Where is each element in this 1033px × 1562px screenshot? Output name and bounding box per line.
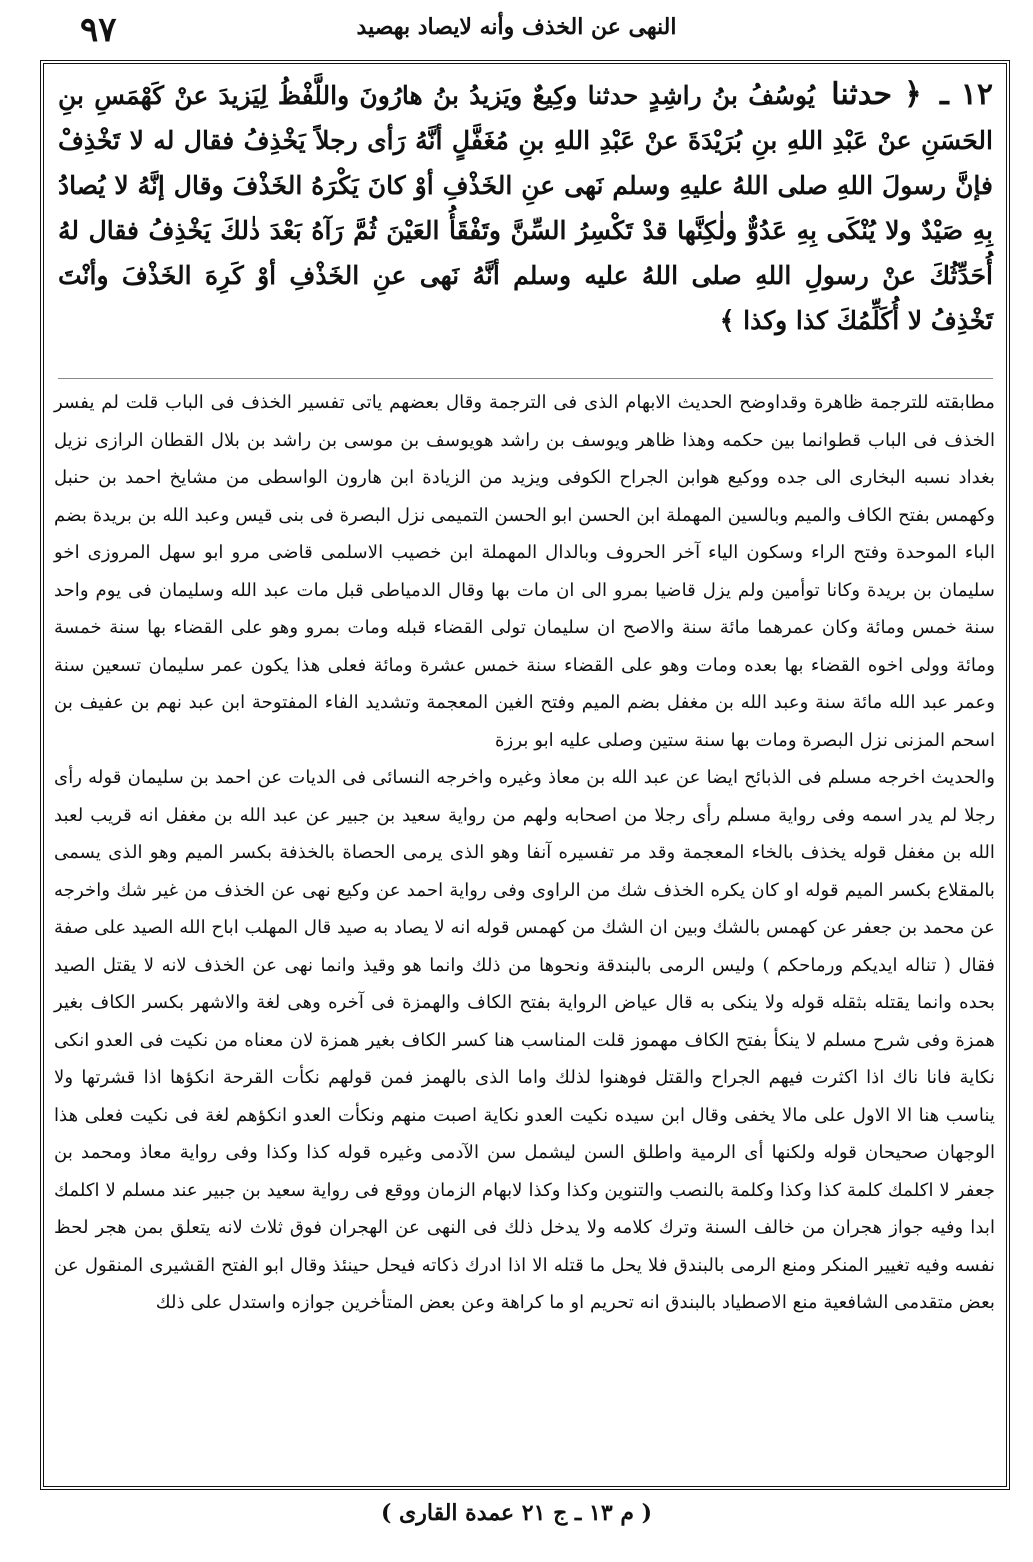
commentary-paragraph: مطابقته للترجمة ظاهرة وقداوضح الحديث الابهام الذى فى الترجمة وقال بعضهم ياتى تفسير الخذف فى الباب قلت لم يفسر الخذف فى الباب قطوانما بين حكمه وهذا ظاهر ويوسف بن راشد هويوسف بن موسى بن راشد بن بلال القطان الرازى نزيل بغداد نسبه البخارى الى جده ووكيع هوابن الجراح الكوفى ويزيد من الزيادة ابن هارون الواسطى من مشايخ احمد بن حنبل وكهمس بفتح الكاف والميم وبالسين المهملة ابن الحسن ابو الحسن التميمى نزل البصرة فى بنى قيس وعبد الله بن بريدة بضم الباء الموحدة وفتح الراء وسكون الياء آخر الحروف وبالدال المهملة ابن خصيب الاسلمى قاضى مرو ابو سهل المروزى اخو سليمان بن بريدة وكانا توأمين ولم يزل قاضيا بمرو الى ان مات بها وقال الدمياطى قبل مات عبد الله وسليمان فى يوم واحد سنة خمس ومائة وكان عمرهما مائة سنة والاصح ان سليمان تولى القضاء قبله ومات بمرو وهو على القضاء بها سنة خمسة ومائة وولى اخوه القضاء بها بعده ومات وهو على القضاء سنة خمس عشرة ومائة فعلى هذا يكون عمر سليمان تسعين سنة وعمر عبد الله مائة سنة وعبد الله بن مغفل بضم الميم وفتح الغين المعجمة وتشديد الفاء المفتوحة ابن عبد نهم بن عفيف بن اسحم المزنى نزل البصرة ومات بها سنة ستين وصلى عليه ابو برزة — [54, 392, 995, 751]
hadith-number: ١٢ ـ — [939, 77, 994, 112]
page-number: ٩٧ — [80, 10, 117, 50]
hadith-opening: ﴿ حدثنا — [831, 77, 922, 112]
hadith-text-block — [58, 72, 993, 343]
footer-signature: ( م ١٣ ـ ج ٢١ عمدة القارى ) — [380, 1500, 653, 1526]
commentary-block — [54, 384, 995, 1322]
commentary-paragraph: والحديث اخرجه مسلم فى الذبائح ايضا عن عبد الله بن معاذ وغيره واخرجه النسائى فى الديات عن احمد بن سليمان قوله رأى رجلا لم يدر اسمه وفى رواية مسلم رأى رجلا من اصحابه ولهم من رواية سعيد بن جبير عن عبد الله بن مغفل انه قريب لعبد الله بن مغفل قوله يخذف بالخاء المعجمة وقد مر تفسيره آنفا وهو الذى يرمى الحصاة بالخذفة بكسر الميم وهو الذى يسمى بالمقلاع بكسر الميم قوله او كان يكره الخذف شك من الراوى وفى رواية احمد عن وكيع نهى عن الخذف من غير شك واخرجه عن محمد بن جعفر عن كهمس بالشك وبين ان الشك من كهمس قوله انه لا يصاد به صيد قال المهلب اباح الله الصيد على صفة فقال ( تناله ايديكم ورماحكم ) وليس الرمى بالبندقة ونحوها من ذلك وانما هو وقيذ وانما نهى عن الخذف لانه لا يقتل الصيد بحده وانما يقتله بثقله قوله ولا ينكى به قال عياض الرواية بفتح الكاف والهمزة فى آخره وهى لغة والاشهر بكسر الكاف بغير همزة وفى شرح مسلم لا ينكأ بفتح الكاف مهموز قلت المناسب هنا كسر الكاف بغير همزة لان معناه من نكيت فى العدو انكى نكاية فانا ناك اذا اكثرت فيهم الجراح والقتل فوهنوا لذلك واما الذى بالهمز فمن قولهم نكأت القرحة انكؤها اذا قشرتها ولا يناسب هنا الا الاول على مالا يخفى وقال ابن سيده نكيت العدو نكاية اصبت منهم ونكأت العدو انكؤهم لغة فى نكيت فعلى هذا الوجهان صحيحان قوله ولكنها أى الرمية واطلق السن ليشمل سن الآدمى وغيره قوله كذا وكذا وفى رواية معاذ ومحمد بن جعفر لا اكلمك كلمة كذا وكذا وكلمة بالنصب والتنوين وكذا وكذا لابهام الزمان ووقع فى رواية سعيد بن جبير عند مسلم لا اكلمك ابدا وفيه جواز هجران من خالف السنة وترك كلامه ولا يدخل ذلك فى النهى عن الهجران فوق ثلاث لانه يتعلق بمن هجر لحظ نفسه وفيه تغيير المنكر ومنع الرمى بالبندق فلا يحل ما قتله الا اذا ادرك ذكاته فيحل حينئذ وقال ابو الفتح القشيرى المنقول عن بعض متقدمى الشافعية منع الاصطياد بالبندق انه تحريم او ما كراهة وعن بعض المتأخرين جوازه واستدل على ذلك — [54, 767, 996, 1313]
divider — [58, 378, 993, 379]
hadith-body: يُوسُفُ بنُ راشِدٍ حدثنا وكِيعٌ ويَزيدُ بنُ هارُونَ واللَّفْظُ لِيَزيدَ عنْ كَهْمَسِ بنِ الحَسَنِ عنْ عَبْدِ اللهِ بنِ بُرَيْدَةَ عنْ عَبْدِ اللهِ بنِ مُغَفَّلٍ أنَّهُ رَأى رجلاً يَخْذِفُ فقال له لا تَخْذِفْ فإنَّ رسولَ اللهِ صلى اللهُ عليهِ وسلم نَهى عنِ الخَذْفِ أوْ كانَ يَكْرَهُ الخَذْفَ وقال إنَّهُ لا يُصادُ بِهِ صَيْدٌ ولا يُنْكَى بِهِ عَدُوٌّ ولٰكِنَّها قدْ تَكْسِرُ السِّنَّ وتَفْقَأُ العَيْنَ ثُمَّ رَآهُ بَعْدَ ذٰلكَ يَخْذِفُ فقال لهُ أُحَدِّثُكَ عنْ رسولِ اللهِ صلى اللهُ عليه وسلم أنَّهُ نَهى عنِ الخَذْفِ أوْ كَرِهَ الخَذْفَ وأنْتَ تَخْذِفُ لا أُكَلِّمُكَ كذا وكذا ﴾ — [58, 81, 993, 335]
running-head: النهى عن الخذف وأنه لايصاد بهصيد — [356, 14, 677, 40]
